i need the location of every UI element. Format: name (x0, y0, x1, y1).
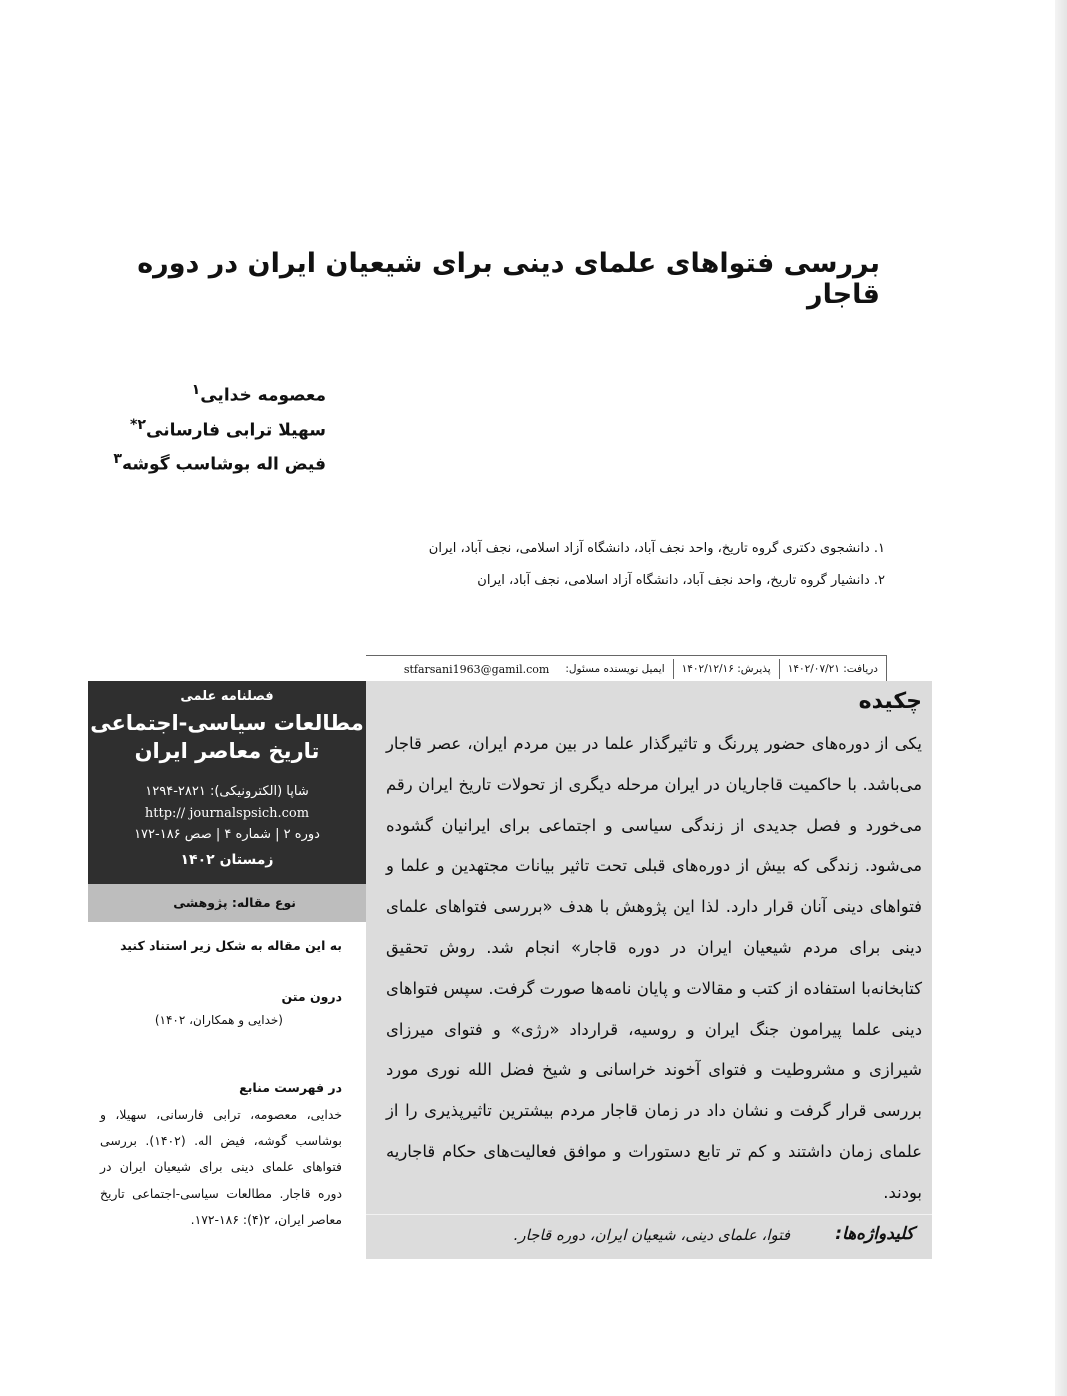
journal-name-line2: تاریخ معاصر ایران (134, 739, 320, 763)
journal-url[interactable]: http:// journalspsich.com (144, 806, 310, 821)
author-name: فیض اله بوشاسب گوشه (122, 454, 326, 475)
author-name: سهیلا ترابی فارسانی (146, 420, 326, 441)
author-3 (100, 451, 326, 475)
journal-issn: شاپا (الکترونیکی): ۲۸۲۱-۱۲۹۴ (145, 784, 309, 799)
references-label: در فهرست منابع (239, 1080, 342, 1095)
article-type-bar (88, 884, 366, 922)
author-name: معصومه خدایی (200, 385, 326, 406)
reference-entry: خدایی، معصومه، ترابی فارسانی، سهیلا، و بوشاسب گوشه، فیض اله. (۱۴۰۲). بررسی فتواهای علمای دینی برای شیعیان ایران در دوره قاجار. مطالعات سیاسی-اجتماعی تاریخ معاصر ایران، ۲(۴): ۱۸۶-۱۷۲. (100, 1107, 342, 1227)
email-cell (557, 663, 672, 675)
abstract-box (366, 681, 932, 1259)
received-date (780, 663, 886, 675)
affiliation-2: ۲. دانشیار گروه تاریخ، واحد نجف آباد، دانشگاه آزاد اسلامی، نجف آباد، ایران (477, 573, 885, 588)
author-sup: ۲* (129, 417, 147, 433)
author-sup: ۱ (191, 382, 201, 398)
journal-season: زمستان ۱۴۰۲ (180, 852, 274, 868)
journal-info-box (88, 681, 366, 884)
journal-name-line1: مطالعات سیاسی-اجتماعی (90, 711, 364, 735)
received-value: ۱۴۰۲/۰۷/۲۱ (787, 663, 840, 675)
journal-kind: فصلنامه علمی (180, 689, 274, 704)
abstract-text: یکی از دوره‌های حضور پررنگ و تاثیرگذار علما در بین مردم ایران، عصر قاجار می‌باشد. با حاکمیت قاجاریان در ایران مرحله دیگری از تحولات تاریخ ایران رقم می‌خورد و فصل جدیدی از زندگی سیاسی و اجتماعی برای ایرانیان گشوده می‌شود. زندگی که بیش از دوره‌های قبلی تحت تاثیر بیانات مجتهدین و علما و فتواهای دینی آنان قرار دارد. لذا این پژوهش با هدف «بررسی فتواهای علمای دینی برای مردم شیعیان ایران در دوره قاجار» انجام شد. روش تحقیق کتابخانه‌با استفاده از کتب و مقالات و پایان نامه‌ها صورت گرفت. سپس فتواهای دینی علما پیرامون جنگ ایران و روسیه، قرارداد «رژی» و فتوای میرزای شیرازی و مشروطیت و فتوای آخوند خراسانی و شیخ فضل الله نوری مورد بررسی قرار گرفت و نشان داد در زمان قاجار مردم بیشترین تاثیرپذیری را از علمای زمان داشتند و کم تر تابع دستورات و موافق فعالیت‌های حکام قاجاریه بودند. (386, 734, 922, 1202)
accepted-label: پذیرش: (737, 663, 771, 675)
journal-issue: دوره ۲ | شماره ۴ | صص ۱۸۶-۱۷۲ (134, 827, 320, 842)
author-2 (100, 417, 326, 441)
author-sup: ۳ (113, 451, 123, 467)
accepted-date (674, 663, 779, 675)
citation-heading: به این مقاله به شکل زیر استناد کنید (120, 938, 342, 953)
author-1 (100, 382, 326, 406)
email-label: ایمیل نویسنده مسئول: (565, 663, 665, 675)
in-text-label: درون متن (281, 989, 342, 1004)
page-edge-shadow (1055, 0, 1067, 1396)
keywords-label: کلیدواژه‌ها: (835, 1224, 914, 1244)
article-type: نوع مقاله: پژوهشی (173, 895, 296, 910)
keywords-strip (366, 1214, 932, 1259)
article-title: بررسی فتواهای علمای دینی برای شیعیان ایران در دوره قاجار (137, 248, 880, 310)
in-text-citation: (خدایی و همکاران، ۱۴۰۲) (154, 1013, 283, 1027)
received-label: دریافت: (843, 663, 878, 675)
dates-bar (366, 655, 887, 682)
abstract-heading: چکیده (858, 689, 922, 714)
corresponding-email[interactable]: stfarsani1963@gamil.com (403, 662, 550, 676)
keywords-value: فتوا، علمای دینی، شیعیان ایران، دوره قاجار. (513, 1226, 790, 1244)
accepted-value: ۱۴۰۲/۱۲/۱۶ (681, 663, 734, 675)
affiliation-1: ۱. دانشجوی دکتری گروه تاریخ، واحد نجف آباد، دانشگاه آزاد اسلامی، نجف آباد، ایران (428, 541, 885, 556)
